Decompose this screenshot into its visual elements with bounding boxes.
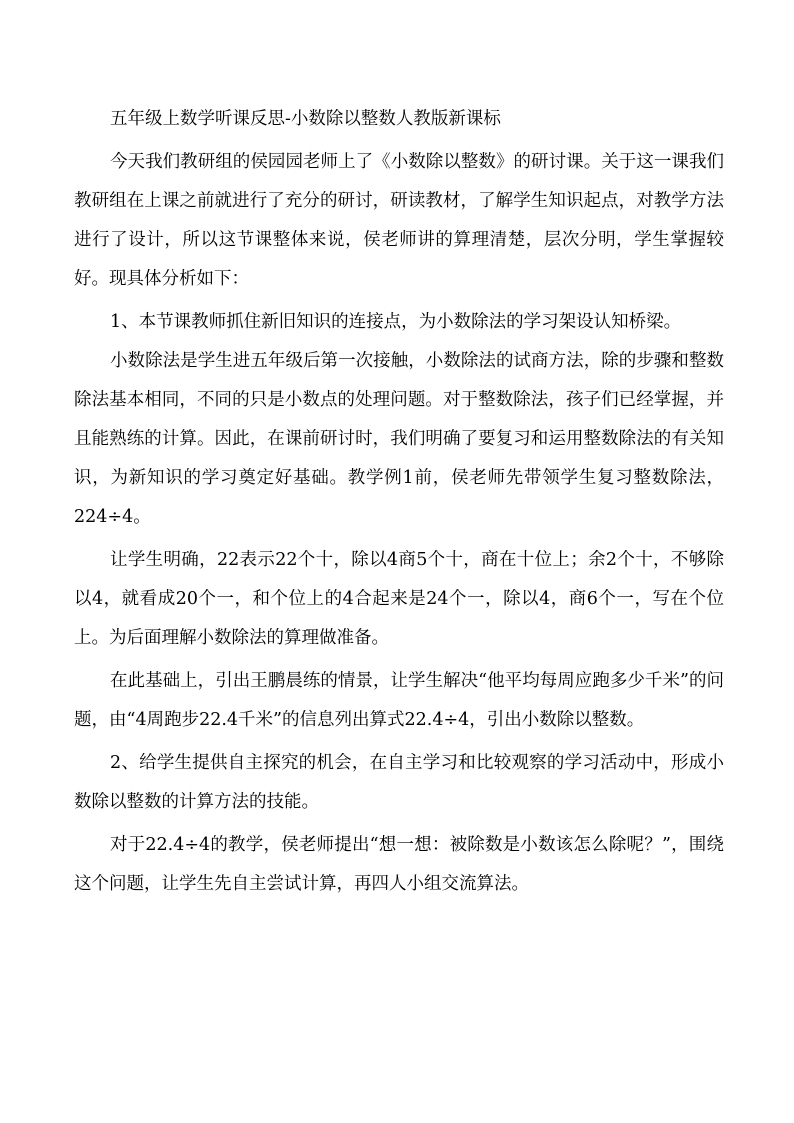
paragraph-intro: 今天我们教研组的侯园园老师上了《小数除以整数》的研讨课。关于这一课我们教研组在上课之前就进行了充分的研讨，研读教材，了解学生知识起点，对教学方法进行了设计，所以这节课整体来说，侯老师讲的算理清楚，层次分明，学生掌握较好。现具体分析如下： (74, 152, 724, 289)
paragraph-explanation: 让学生明确，22表示22个十，除以4商5个十，商在十位上；余2个十，不够除以4，就看成20个一，和个位上的4合起来是24个一，除以4，商6个一，写在个位上。为后面理解小数除法的算理做准备。 (74, 550, 724, 648)
paragraph-decimal-division: 小数除法是学生进五年级后第一次接触，小数除法的试商方法，除的步骤和整数除法基本相同，不同的只是小数点的处理问题。对于整数除法，孩子们已经掌握，并且能熟练的计算。因此，在课前研讨时，我们明确了要复习和运用整数除法的有关知识，为新知识的学习奠定好基础。教学例1前，侯老师先带领学生复习整数除法，224÷4。 (74, 351, 724, 527)
paragraph-point-1: 1、本节课教师抓住新旧知识的连接点，为小数除法的学习架设认知桥梁。 (110, 312, 682, 332)
document-title: 五年级上数学听课反思-小数除以整数人教版新课标 (110, 109, 501, 129)
paragraph-teaching: 对于22.4÷4的教学，侯老师提出“想一想：被除数是小数该怎么除呢？”，围绕这个问题，让学生先自主尝试计算，再四人小组交流算法。 (74, 835, 724, 894)
paragraph-point-2: 2、给学生提供自主探究的机会，在自主学习和比较观察的学习活动中，形成小数除以整数的计算方法的技能。 (74, 753, 724, 812)
document-body (74, 100, 724, 904)
paragraph-scenario: 在此基础上，引出王鹏晨练的情景，让学生解决“他平均每周应跑多少千米”的问题，由“4周跑步22.4千米”的信息列出算式22.4÷4，引出小数除以整数。 (74, 671, 724, 730)
